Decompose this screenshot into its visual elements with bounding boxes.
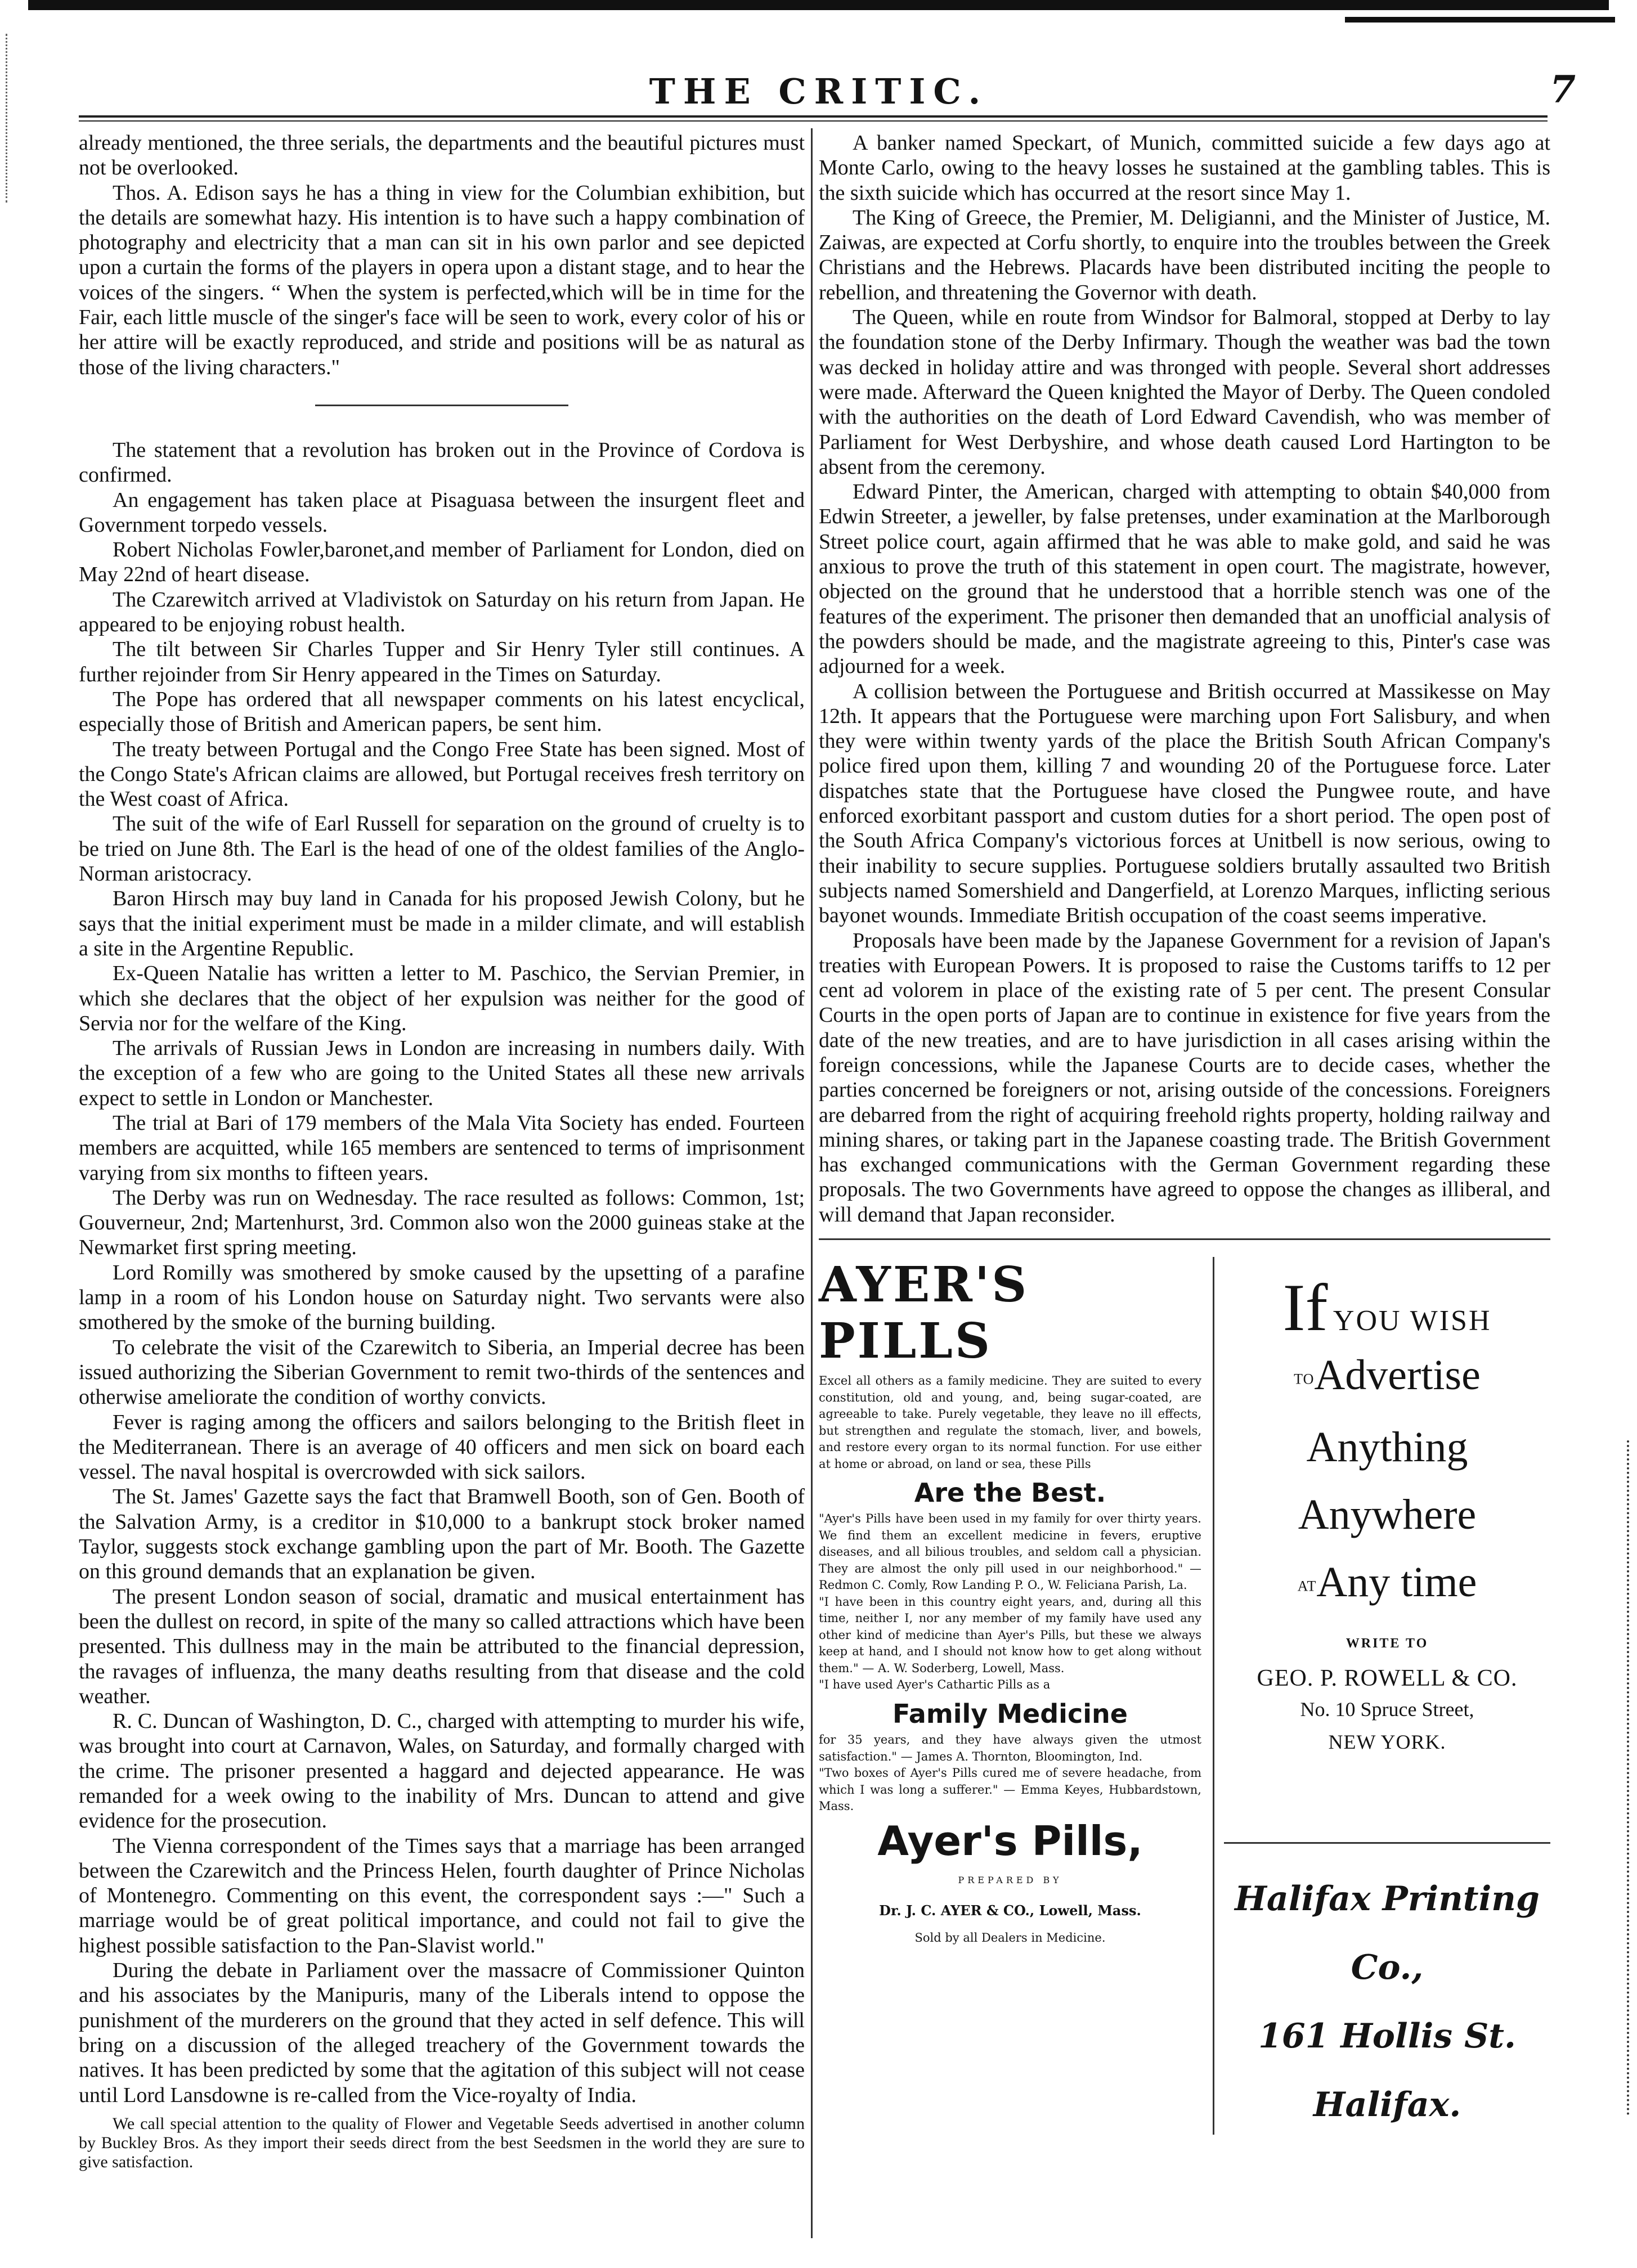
ayer-testimonial: "I have been in this country eight years, and, during all this time, neither I, nor any member of my family have used any other kind of medicine than Ayer's Pills, but these we always keep at hand, and I should not know how to get along without them." — A. W. Soderberg, Lowell, Mass. — [819, 1595, 1201, 1675]
top-edge-bar-right — [1345, 17, 1615, 23]
news-item: The tilt between Sir Charles Tupper and Sir Henry Tyler still continues. A further rejoinder from Sir Henry appeared in the Times on Saturday. — [79, 637, 805, 686]
ayer-big-name: Ayer's Pills, — [877, 1817, 1143, 1865]
section-divider — [315, 405, 568, 406]
right-margin-mark — [1616, 1440, 1629, 2116]
rowell-any-time: Any time — [1316, 1558, 1477, 1606]
news-item: Robert Nicholas Fowler,baronet,and member of Parliament for London, died on May 22nd of heart disease. — [79, 538, 805, 587]
ayer-testimonial: "Ayer's Pills have been used in my family for over thirty years. We find them an excellent medicine in fevers, eruptive diseases, and all bilious troubles, and seldom call a physician. They are almost the only pill used in our neighborhood." — Redmon C. Comly, Row Landing P. O., W. Feliciana Parish, La. — [819, 1512, 1201, 1592]
rowell-anywhere: Anywhere — [1298, 1490, 1477, 1538]
page-number: 7 — [1550, 68, 1576, 111]
halifax-line-3: Halifax. — [1313, 2085, 1461, 2125]
rowell-at: AT — [1297, 1578, 1317, 1595]
rowell-address: No. 10 Spruce Street, — [1300, 1697, 1474, 1721]
rowell-anything: Anything — [1306, 1423, 1468, 1471]
news-item: The Queen, while en route from Windsor for Balmoral, stopped at Derby to lay the foundation stone of the Derby Infirmary. Though the weather was bad the town was decked in holiday attire and was thronged with people. Several short addresses were made. Afterward the Queen knighted the Mayor of Derby. The Queen condoled with the authorities on the death of Lord Edward Cavendish, who was member of Parliament for West Derbyshire, and whose death caused Lord Hartington to be absent from the ceremony. — [819, 306, 1550, 479]
news-item: Fever is raging among the officers and sailors belonging to the British fleet in the Mediterranean. There is an average of 40 officers and men sick on board each vessel. The naval hospital is overcrowded with sick sailors. — [79, 1410, 805, 1484]
news-item: An engagement has taken place at Pisaguasa between the insurgent fleet and Government torpedo vessels. — [79, 488, 805, 537]
news-item: To celebrate the visit of the Czarewitch to Siberia, an Imperial decree has been issued authorizing the Siberian Government to remit two-thirds of the sentences and otherwise ameliorate the condition of worthy convicts. — [79, 1335, 805, 1409]
rowell-advertise: Advertise — [1314, 1351, 1481, 1399]
news-item: The Pope has ordered that all newspaper comments on his latest encyclical, especially those of British and American papers, be sent him. — [79, 687, 805, 736]
news-item: The suit of the wife of Earl Russell for separation on the ground of cruelty is to be tried on June 8th. The Earl is the head of one of the oldest families of the Anglo-Norman aristocracy. — [79, 812, 805, 886]
article-paragraph: Thos. A. Edison says he has a thing in view for the Columbian exhibition, but the details are somewhat hazy. His intention is to have such a happy combination of photography and electricity that a man can sit in his own parlor and see depicted upon a curtain the forms of the players in opera upon a distant stage, and to hear the voices of the singers. “ When the system is perfected,which will be in time for the Fair, each little muscle of the singer's face will be seen to work, every color of his or her attire will be exactly reproduced, and stride and positions will be as natural as those of the living characters." — [79, 181, 805, 379]
header-rule-top — [79, 115, 1548, 118]
news-item: The trial at Bari of 179 members of the Mala Vita Society has ended. Fourteen members are acquitted, while 165 members are sentenced to terms of imprisonment varying from six months to fifteen years. — [79, 1111, 805, 1185]
seed-notice: We call special attention to the quality of Flower and Vegetable Seeds advertised in another column by Buckley Bros. As they import their seeds direct from the best Seedsmen in the world they are sure to give satisfaction. — [79, 2114, 805, 2171]
halifax-line-1: Halifax Printing Co., — [1235, 1879, 1540, 1988]
news-item: Proposals have been made by the Japanese Government for a revision of Japan's treaties with European Powers. It is proposed to raise the Customs tariffs to 12 per cent ad volorem in place of the existing rate of 5 per cent. The present Consular Courts in the open ports of Japan are to continue in existence for five years from the date of the new treaties, and are to have jurisdiction in all cases arising within the foreign concessions, while the Japanese Courts are to decide cases, whether the parties concerned be foreigners or not, arising outside of the concessions. Foreigners are debarred from the right of acquiring freehold rights property, holding railway and mining shares, or taking part in the Japanese coasting trade. The British Government has exchanged communications with the German Government regarding these proposals. The two Governments have agreed to oppose the changes as illiberal, and will demand that Japan reconsider. — [819, 928, 1550, 1227]
rowell-company: GEO. P. ROWELL & CO. — [1257, 1665, 1518, 1692]
ayer-prepared-by: PREPARED BY — [958, 1874, 1062, 1885]
news-item: The Czarewitch arrived at Vladivistok on Saturday on his return from Japan. He appeared to be enjoying robust health. — [79, 587, 805, 637]
news-item: A banker named Speckart, of Munich, committed suicide a few days ago at Monte Carlo, owing to the heavy losses he sustained at the gambling tables. This is the sixth suicide which has occurred at the resort since May 1. — [819, 131, 1550, 205]
news-item: Edward Pinter, the American, charged with attempting to obtain $40,000 from Edwin Streeter, a jeweller, by false pretenses, under examination at the Marlborough Street police court, again affirmed that he was able to make gold, and said he was anxious to prove the truth of this statement in open court. The magistrate, however, objected on the ground that he understood that a horrible stench was one of the features of the experiment. The prisoner then demanded that an unofficial analysis of the powders should be made, and the magistrate agreeing to this, Pinter's case was adjourned for a week. — [819, 480, 1550, 679]
halifax-printing-ad — [1224, 1865, 1550, 2139]
halifax-separator — [1224, 1842, 1550, 1844]
left-margin-mark — [6, 34, 13, 203]
news-item: The statement that a revolution has broken out in the Province of Cordova is confirmed. — [79, 438, 805, 487]
right-column — [819, 131, 1550, 2125]
rowell-city: NEW YORK. — [1328, 1731, 1446, 1754]
news-item: The present London season of social, dramatic and musical entertainment has been the dullest on record, in spite of the many so called attractions which have been presented. This dullness may in the main be attributed to the financial depression, the ravages of influenza, the many deaths resulting from that disease and the cold weather. — [79, 1584, 805, 1708]
news-item: The St. James' Gazette says the fact that Bramwell Booth, son of Gen. Booth of the Salvation Army, is a creditor in $10,000 to a bankrupt stock broker named Taylor, suggests stock exchange gambling upon the part of Mr. Booth. The Gazette on this ground demands that an explanation be given. — [79, 1485, 805, 1584]
news-item: The Vienna correspondent of the Times says that a marriage has been arranged between the Czarewitch and the Princess Helen, fourth daughter of Prince Nicholas of Montenegro. Commenting on this event, the correspondent says :—" Such a marriage would be of great political importance, and could not fail to give the highest possible satisfaction to the Pan-Slavist world." — [79, 1834, 805, 1957]
advertisements — [819, 1256, 1550, 2125]
news-item: The arrivals of Russian Jews in London are increasing in numbers daily. With the exception of a few who are going to the United States all these new arrivals expect to settle in London or Manchester. — [79, 1036, 805, 1110]
article-paragraph: already mentioned, the three serials, the departments and the beautiful pictures must not be overlooked. — [79, 131, 805, 180]
ayer-maker: Dr. J. C. AYER & CO., Lowell, Mass. — [879, 1902, 1141, 1919]
left-column — [79, 131, 805, 2172]
news-item: During the debate in Parliament over the massacre of Commissioner Quinton and his associates by the Manipuris, many of the Liberals intend to oppose the punishment of the murderers on the ground that they acted in self defence. This will bring on a discussion of the alleged treachery of the Government towards the natives. It has been predicted by some that the agitation of this subject will not cease until Lord Lansdowne is re-called from the Vice-royalty of India. — [79, 1959, 805, 2107]
rowell-if: If — [1282, 1270, 1328, 1345]
ayer-testimonial: "Two boxes of Ayer's Pills cured me of severe headache, from which I was long a sufferer." — Emma Keyes, Hubbardstown, Mass. — [819, 1766, 1201, 1813]
masthead: THE CRITIC. — [649, 71, 989, 112]
ayer-intro: Excel all others as a family medicine. They are suited to every constitution, old and young, and, being sugar-coated, are agreeable to take. Purely vegetable, they leave no ill effects, but strengthen and regulate the stomach, liver, and bowels, and restore every organ to its normal function. For use either at home or abroad, on land or sea, these Pills — [819, 1374, 1201, 1471]
rowell-ad — [1224, 1270, 1550, 1754]
ayer-sold-by: Sold by all Dealers in Medicine. — [914, 1931, 1106, 1945]
page-header — [62, 68, 1576, 113]
ads-divider — [819, 1238, 1550, 1240]
news-item: Lord Romilly was smothered by smoke caused by the upsetting of a parafine lamp in a room of his London house on Saturday night. Two servants were also smothered by the smoke of the burning building. — [79, 1260, 805, 1335]
ayer-subhead-family: Family Medicine — [892, 1698, 1128, 1729]
news-item: A collision between the Portuguese and British occurred at Massikesse on May 12th. It appears that the Portuguese were marching upon Fort Salisbury, and when they were within twenty yards of the place the British South African Company's police fired upon them, killing 7 and wounding 20 of the Portuguese force. Later dispatches state that the Portuguese have closed the Pungwee route, and have enforced exorbitant passport and custom duties for a short period. The open post of the South Africa Company's victorious forces at Unitbell is now serious, owing to their inability to secure supplies. Portuguese soldiers brutally assaulted two British subjects named Somershield and Dangerfield, at Lorenzo Marques, inflicting serious bayonet wounds. Immediate British occupation of the coast seems imperative. — [819, 679, 1550, 928]
header-rule-bottom — [79, 120, 1548, 122]
news-item: R. C. Duncan of Washington, D. C., charged with attempting to murder his wife, was brought into court at Carnavon, Wales, on Saturday, and formally charged with the crime. The prisoner presented a haggard and dejected appearance. He was remanded for a week owing to the inability of Mrs. Duncan to attend and give evidence for the prosecution. — [79, 1709, 805, 1833]
rowell-to: TO — [1294, 1371, 1315, 1387]
news-item: The King of Greece, the Premier, M. Deligianni, and the Minister of Justice, M. Zaiwas, are expected at Corfu shortly, to enquire into the troubles between the Greek Christians and the Hebrews. Placards have been distributed inciting the people to rebellion, and threatening the Governor with death. — [819, 205, 1550, 304]
top-edge-bar — [28, 0, 1609, 10]
ayer-testimonial: for 35 years, and they have always given the utmost satisfaction." — James A. Thornton, Bloomington, Ind. — [819, 1733, 1201, 1763]
ayer-heading: AYER'S PILLS — [819, 1256, 1029, 1370]
news-item: The Derby was run on Wednesday. The race resulted as follows: Common, 1st; Gouverneur, 2nd; Martenhurst, 3rd. Common also won the 2000 guineas stake at the Newmarket first spring meeting. — [79, 1185, 805, 1260]
ad-separator — [1213, 1257, 1214, 2135]
news-item: Baron Hirsch may buy land in Canada for his proposed Jewish Colony, but he says that the initial experiment must be made in a milder climate, and will establish a site in the Argentine Republic. — [79, 887, 805, 960]
ayer-testimonial-lead: "I have used Ayer's Cathartic Pills as a — [819, 1678, 1051, 1692]
news-item: The treaty between Portugal and the Congo Free State has been signed. Most of the Congo State's African claims are allowed, but Portugal receives fresh territory on the West coast of Africa. — [79, 737, 805, 811]
rowell-write-to: WRITE TO — [1346, 1636, 1429, 1651]
ayer-pills-ad — [819, 1257, 1201, 1950]
rowell-you-wish: YOU WISH — [1333, 1305, 1492, 1337]
ayer-subhead-best: Are the Best. — [914, 1477, 1106, 1508]
news-item: Ex-Queen Natalie has written a letter to M. Paschico, the Servian Premier, in which she declares that the object of her expulsion was neither for the good of Servia nor for the welfare of the King. — [79, 962, 805, 1035]
column-separator — [811, 128, 813, 2238]
halifax-line-2: 161 Hollis St. — [1258, 2017, 1516, 2056]
